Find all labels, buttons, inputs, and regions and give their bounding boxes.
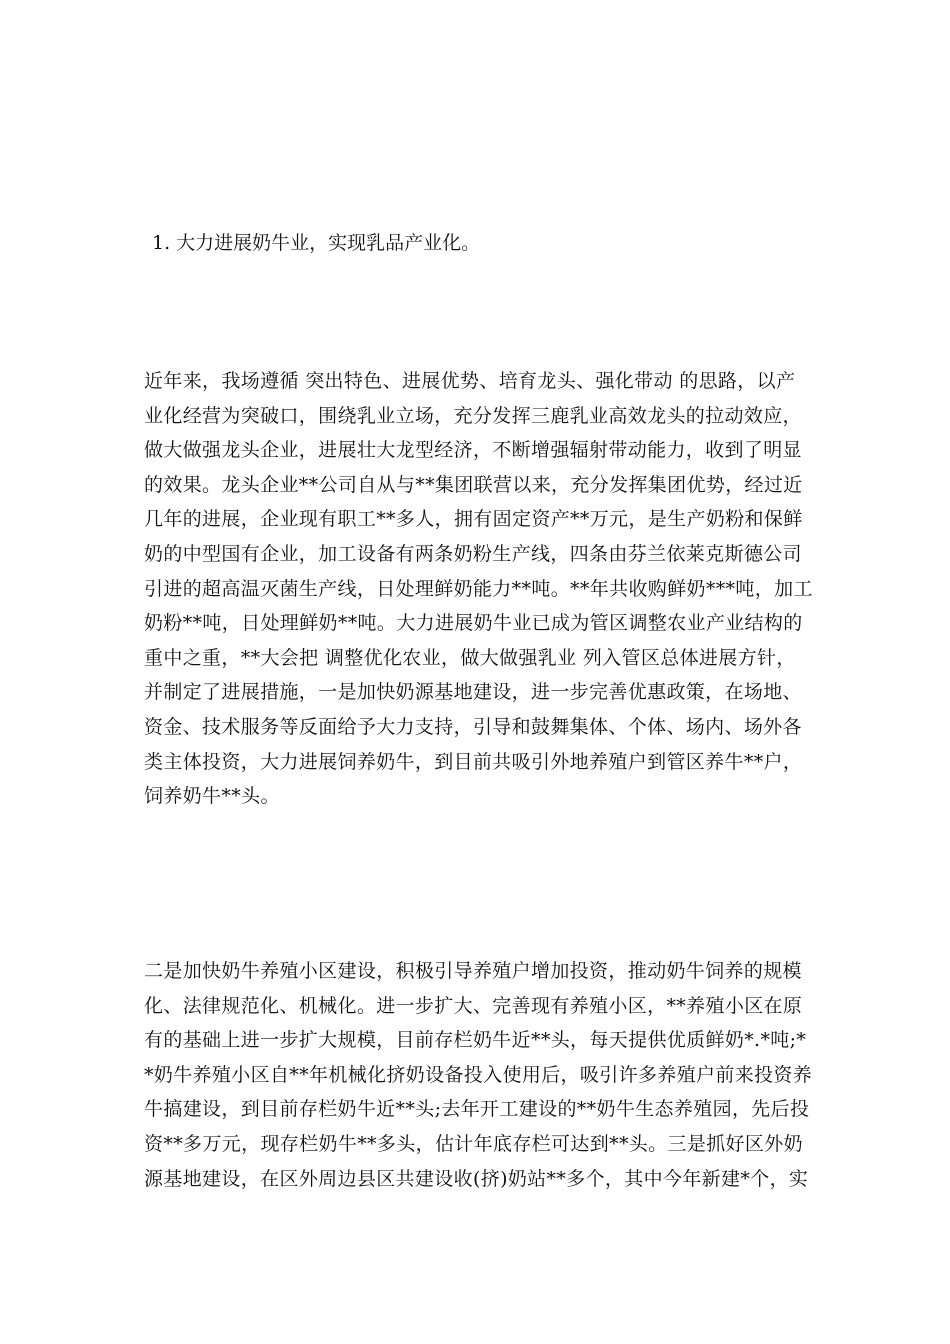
paragraph-2 <box>144 954 813 1196</box>
paragraph-line: 化、法律规范化、机械化。进一步扩大、完善现有养殖小区，**养殖小区在原 <box>144 994 803 1017</box>
paragraph-line: 奶粉**吨，日处理鲜奶**吨。大力进展奶牛业已成为管区调整农业产业结构的 <box>144 612 803 635</box>
paragraph-line: 源基地建设，在区外周边县区共建设收(挤)奶站**多个，其中今年新建*个，实 <box>144 1167 809 1190</box>
paragraph-line: 类主体投资，大力进展饲养奶牛，到目前共吸引外地养殖户到管区养牛**户， <box>144 750 803 773</box>
paragraph-line: 做大做强龙头企业，进展壮大龙型经济，不断增强辐射带动能力，收到了明显 <box>144 439 802 462</box>
paragraph-1 <box>144 364 813 814</box>
paragraph-line: 二是加快奶牛养殖小区建设，积极引导养殖户增加投资，推动奶牛饲养的规模 <box>144 960 802 982</box>
paragraph-line: 奶的中型国有企业，加工设备有两条奶粉生产线，四条由芬兰依莱克斯德公司 <box>144 542 802 565</box>
paragraph-line: 并制定了进展措施，一是加快奶源基地建设，进一步完善优惠政策，在场地、 <box>144 681 802 704</box>
paragraph-line: 资金、技术服务等反面给予大力支持，引导和鼓舞集体、个体、场内、场外各 <box>144 715 802 738</box>
paragraph-line: 几年的进展，企业现有职工**多人，拥有固定资产**万元，是生产奶粉和保鲜 <box>144 508 803 531</box>
paragraph-line: 引进的超高温灭菌生产线，日处理鲜奶能力**吨。**年共收购鲜奶***吨，加工 <box>144 577 813 600</box>
paragraph-line: 近年来，我场遵循 突出特色、进展优势、培育龙头、强化带动 的思路，以产 <box>144 370 796 392</box>
paragraph-line: 有的基础上进一步扩大规模，目前存栏奶牛近**头，每天提供优质鲜奶*.*吨;* <box>144 1029 807 1052</box>
paragraph-line: 饲养奶牛**头。 <box>144 785 280 808</box>
paragraph-line: 资**多万元，现存栏奶牛**多头，估计年底存栏可达到**头。三是抓好区外奶 <box>144 1132 803 1155</box>
paragraph-line: 的效果。龙头企业**公司自从与**集团联营以来，充分发挥集团优势，经过近 <box>144 473 803 496</box>
paragraph-line: 业化经营为突破口，围绕乳业立场，充分发挥三鹿乳业高效龙头的拉动效应， <box>144 404 802 427</box>
paragraph-line: 重中之重，**大会把 调整优化农业，做大做强乳业 列入管区总体进展方针， <box>144 646 796 669</box>
paragraph-line: *奶牛养殖小区自**年机械化挤奶设备投入使用后，吸引许多养殖户前来投资养 <box>144 1063 813 1086</box>
paragraph-line: 牛搞建设，到目前存栏奶牛近**头;去年开工建设的**奶牛生态养殖园，先后投 <box>144 1098 810 1121</box>
section-heading: 1. 大力进展奶牛业，实现乳品产业化。 <box>152 232 481 254</box>
